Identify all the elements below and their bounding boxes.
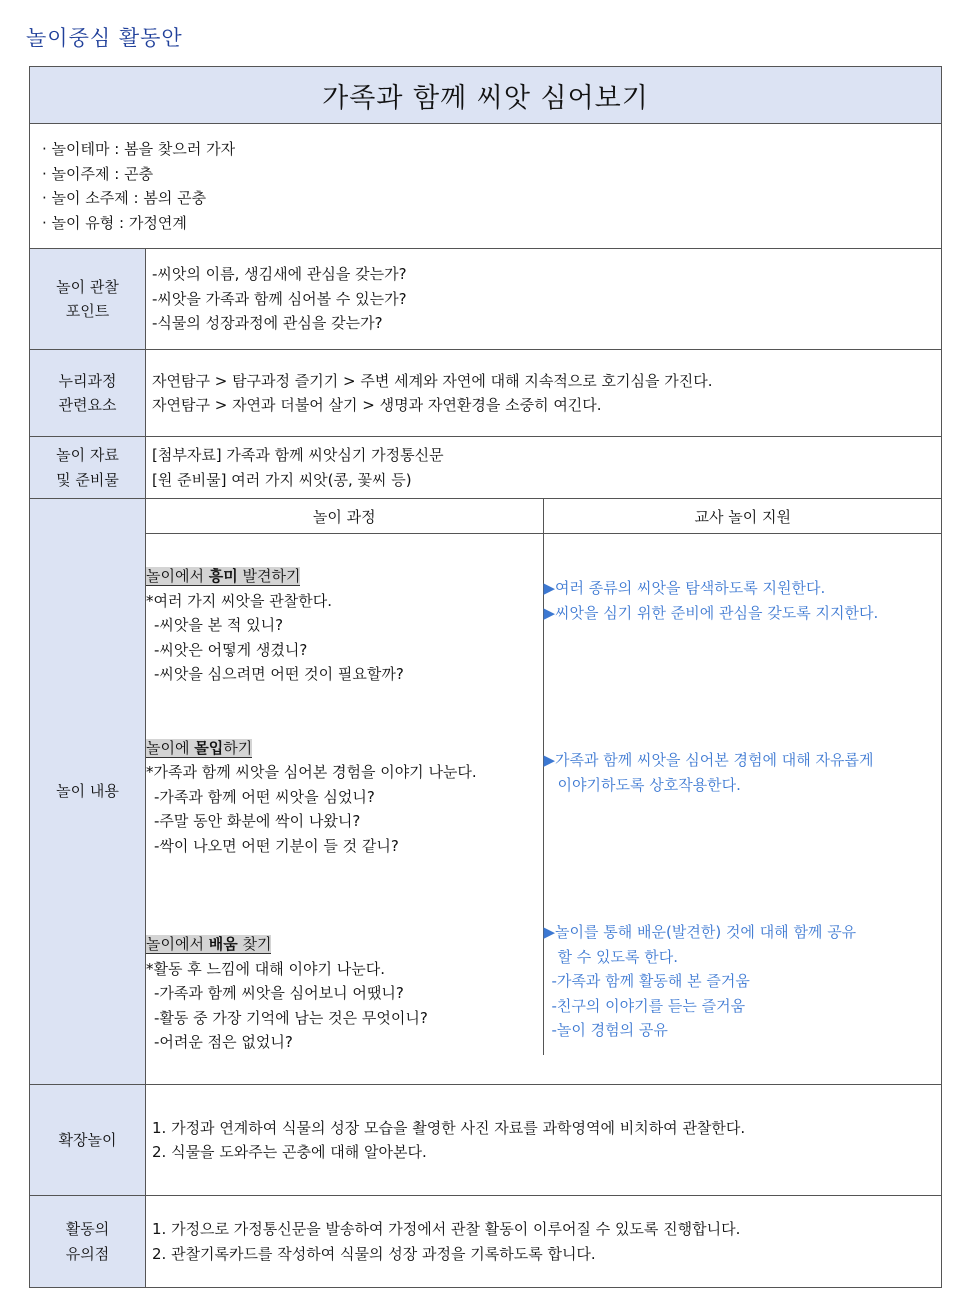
observation-point: -식물의 성장과정에 관심을 갖는가? [152,314,383,333]
material-item: [원 준비물] 여러 가지 씨앗(콩, 꽃씨 등) [152,470,412,489]
play-topic: · 놀이주제 : 곤충 [42,164,154,183]
extension-item: 2. 식물을 도와주는 곤충에 대해 알아본다. [152,1143,427,1161]
play-content [146,499,942,1085]
observation-label [30,249,146,350]
observation-point: -씨앗을 가족과 함께 심어볼 수 있는가? [152,289,407,308]
stage-question: -활동 중 가장 기억에 남는 것은 무엇이니? [154,1008,428,1027]
stage-question: -씨앗을 본 적 있니? [154,616,284,634]
label-line: 관련요소 [58,396,117,414]
observation-points [146,249,942,350]
stage-learning [146,932,543,1055]
materials-list [146,437,942,499]
stage-question: -주말 동안 화분에 싹이 나왔니? [154,812,361,830]
stage-heading: 놀이에 몰입하기 [146,738,253,757]
nuri-element: 자연탐구 > 탐구과정 즐기기 > 주변 세계와 자연에 대해 지속적으로 호기심을 가진다. [152,371,713,390]
support-item: 할 수 있도록 한다. [557,947,679,966]
content-label: 놀이 내용 [30,499,146,1085]
support-item: -놀이 경험의 공유 [551,1021,668,1039]
play-type: · 놀이 유형 : 가정연계 [42,213,187,232]
stage-heading: 놀이에서 흥미 발견하기 [146,567,301,585]
note-item: 2. 관찰기록카드를 작성하여 식물의 성장 과정을 기록하도록 합니다. [152,1244,596,1263]
support-interest [544,576,943,625]
label-line: 놀이 자료 [56,446,119,464]
stage-question: -가족과 함께 어떤 씨앗을 심었니? [154,787,375,806]
support-item: ▶놀이를 통해 배운(발견한) 것에 대해 함께 공유 [543,923,857,941]
nuri-label [30,350,146,437]
play-subtopic: · 놀이 소주제 : 봄의 곤충 [42,189,207,207]
stage-interest [146,564,543,687]
support-immersion [544,748,943,797]
stage-main: *여러 가지 씨앗을 관찰한다. [146,591,332,610]
stage-main: *가족과 함께 씨앗을 심어본 경험을 이야기 나눈다. [146,763,477,781]
play-content-table [146,499,942,1055]
materials-label [30,437,146,499]
notes-label [30,1196,146,1288]
col-header-process: 놀이 과정 [146,499,543,534]
stage-question: -싹이 나오면 어떤 기분이 들 것 같니? [154,836,399,855]
stage-question: -어려운 점은 없었니? [154,1033,293,1051]
extension-play [146,1085,942,1196]
teacher-support [543,534,942,1055]
nuri-element: 자연탐구 > 자연과 더불어 살기 > 생명과 자연환경을 소중히 여긴다. [152,396,602,414]
label-line: 활동의 [65,1220,110,1238]
stage-heading: 놀이에서 배움 찾기 [146,935,272,953]
page-header-title: 놀이중심 활동안 [26,26,183,50]
note-item: 1. 가정으로 가정통신문을 발송하여 가정에서 관찰 활동이 이루어질 수 있도록 진행합니다. [152,1220,741,1238]
stage-question: -씨앗을 심으려면 어떤 것이 필요할까? [154,665,404,683]
col-header-support: 교사 놀이 지원 [543,499,942,534]
label-line: 누리과정 [58,371,117,390]
play-theme: · 놀이테마 : 봄을 찾으러 가자 [42,140,236,158]
stage-question: -씨앗은 어떻게 생겼니? [154,640,308,659]
play-info [30,124,942,249]
nuri-elements [146,350,942,437]
stage-question: -가족과 함께 씨앗을 심어보니 어땠니? [154,984,404,1002]
support-item: -친구의 이야기를 듣는 즐거움 [551,996,746,1015]
support-item: 이야기하도록 상호작용한다. [557,775,741,794]
observation-point: -씨앗의 이름, 생김새에 관심을 갖는가? [152,265,407,284]
support-item: ▶씨앗을 심기 위한 준비에 관심을 갖도록 지지한다. [543,603,879,622]
support-item: ▶가족과 함께 씨앗을 심어본 경험에 대해 자유롭게 [543,751,874,769]
extension-item: 1. 가정과 연계하여 식물의 성장 모습을 촬영한 사진 자료를 과학영역에 비치하여 관찰한다. [152,1118,746,1137]
stage-immersion [146,736,543,859]
support-learning [544,920,943,1043]
label-line: 포인트 [65,302,110,320]
label-line: 유의점 [65,1244,110,1263]
material-item: [첨부자료] 가족과 함께 씨앗심기 가정통신문 [152,446,444,464]
stage-main: *활동 후 느낌에 대해 이야기 나눈다. [146,959,385,978]
support-item: ▶여러 종류의 씨앗을 탐색하도록 지원한다. [543,579,826,597]
support-item: -가족과 함께 활동해 본 즐거움 [551,972,750,990]
activity-notes [146,1196,942,1288]
activity-plan-table [29,66,942,1288]
document-title: 가족과 함께 씨앗 심어보기 [30,67,942,124]
label-line: 놀이 관찰 [56,277,119,296]
label-line: 및 준비물 [56,470,119,489]
play-process [146,534,543,1055]
extension-label: 확장놀이 [30,1085,146,1196]
